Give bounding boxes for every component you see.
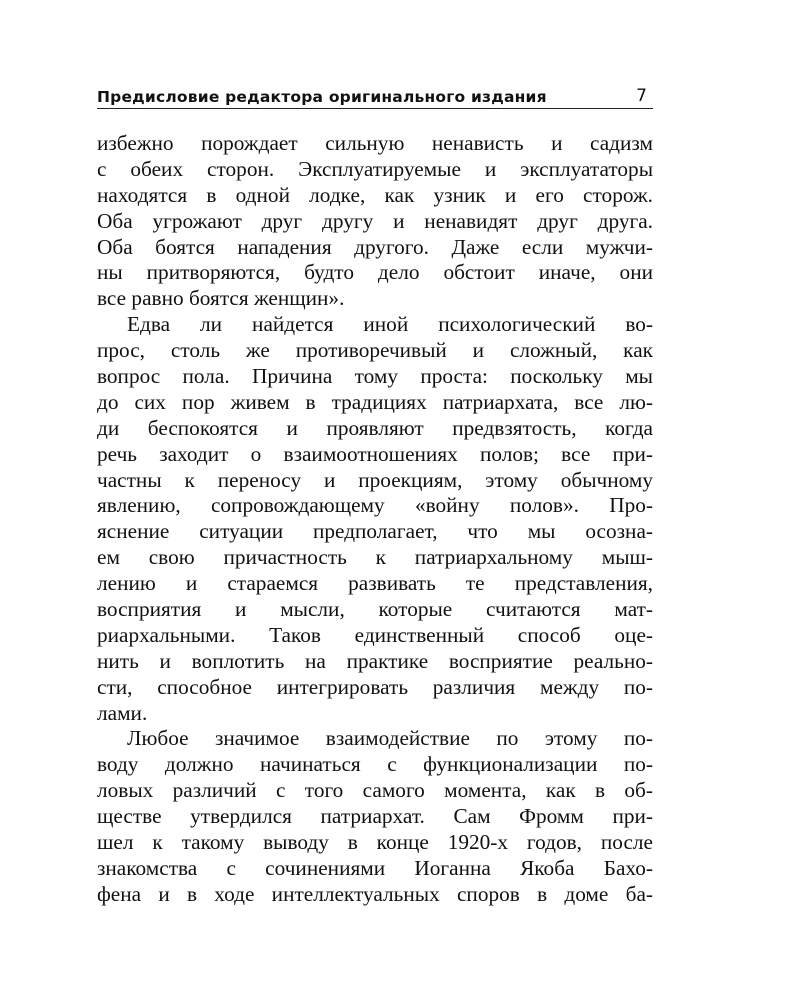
running-head [97, 82, 653, 109]
text-line: фена и в ходе интеллектуальных споров в доме ба- [97, 881, 653, 906]
text-line: яснение ситуации предполагает, что мы осозна- [97, 519, 653, 544]
text-line: Едва ли найдется иной психологический во- [127, 312, 653, 337]
text-line: знакомства с сочинениями Иоганна Якоба Бахо- [97, 855, 653, 880]
text-line: до сих пор живем в традициях патриархата, все лю- [97, 389, 653, 414]
paragraph [97, 131, 653, 312]
text-line: вопрос пола. Причина тому проста: поскольку мы [97, 364, 653, 389]
book-page [97, 82, 653, 908]
text-line: лами. [97, 700, 148, 725]
paragraph [97, 726, 653, 907]
text-line: Любое значимое взаимодействие по этому по- [127, 726, 653, 751]
text-line: с обеих сторон. Эксплуатируемые и эксплуататоры [97, 156, 653, 181]
text-line: ем свою причастность к патриархальному мыш- [97, 545, 653, 570]
text-line: нить и воплотить на практике восприятие реально- [97, 648, 653, 673]
text-line: шел к такому выводу в конце 1920-х годов, после [97, 830, 653, 855]
text-line: Оба угрожают друг другу и ненавидят друг друга. [97, 208, 653, 233]
text-line: лению и стараемся развивать те представления, [97, 571, 653, 596]
text-line: все равно боятся женщин». [97, 286, 345, 311]
running-head-title: Предисловие редактора оригинального издания [97, 88, 547, 106]
text-line: риархальными. Таков единственный способ оце- [97, 622, 653, 647]
page-number: 7 [636, 86, 647, 106]
body-text [97, 131, 653, 908]
paragraph [97, 312, 653, 726]
text-line: частны к переносу и проекциям, этому обычному [97, 467, 653, 492]
text-line: ществе утвердился патриархат. Сам Фромм при- [97, 804, 653, 829]
text-line: речь заходит о взаимоотношениях полов; все при- [97, 441, 653, 466]
text-line: избежно порождает сильную ненависть и садизм [97, 131, 653, 155]
text-line: прос, столь же противоречивый и сложный, как [97, 338, 653, 363]
text-line: воду должно начинаться с функционализации по- [97, 752, 653, 777]
text-line: восприятия и мысли, которые считаются мат- [97, 597, 653, 622]
text-line: явлению, сопровождающему «войну полов». Про- [97, 493, 653, 518]
text-line: сти, способное интегрировать различия между по- [97, 674, 653, 699]
text-line: находятся в одной лодке, как узник и его сторож. [97, 182, 653, 207]
text-line: ны притворяются, будто дело обстоит иначе, они [97, 260, 653, 285]
text-line: Оба боятся нападения другого. Даже если мужчи- [97, 234, 653, 259]
text-line: ловых различий с того самого момента, как в об- [97, 778, 653, 803]
text-line: ди беспокоятся и проявляют предвзятость, когда [97, 415, 653, 440]
